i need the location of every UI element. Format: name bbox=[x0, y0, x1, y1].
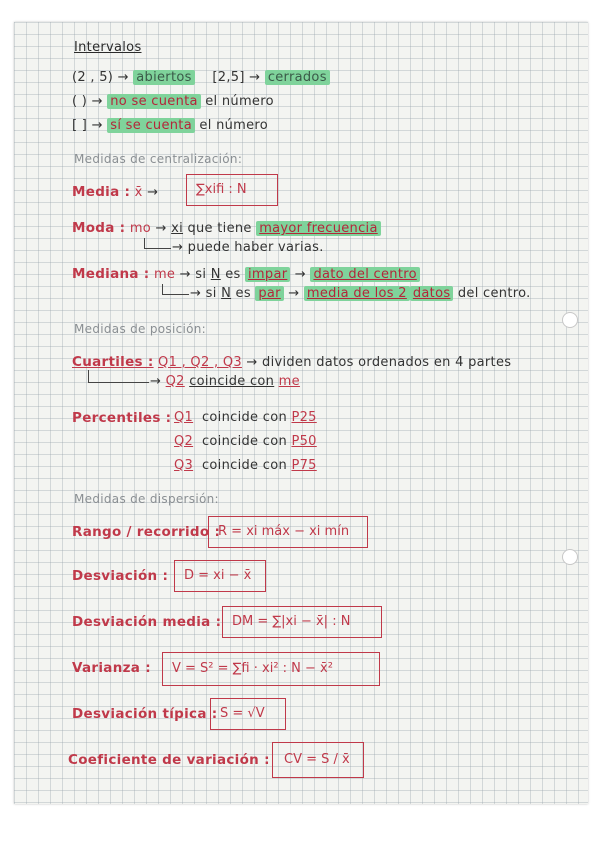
arrow-icon: → bbox=[294, 267, 306, 282]
q2-text: coincide con bbox=[189, 374, 275, 389]
varianza-label: Varianza : bbox=[72, 660, 151, 676]
mediana-par-line bbox=[190, 286, 531, 301]
punch-hole bbox=[562, 312, 578, 328]
branch-arrow bbox=[144, 238, 171, 249]
moda-label: Moda : bbox=[72, 220, 126, 236]
mediana-end: del centro. bbox=[457, 286, 531, 301]
branch-arrow bbox=[162, 284, 189, 295]
arrow-icon: → bbox=[190, 286, 202, 301]
mediana-media: media de los 2 bbox=[304, 286, 410, 301]
arrow-icon: → bbox=[179, 267, 191, 282]
notebook-page bbox=[14, 22, 588, 804]
desviacion-formula: D = xi − x̄ bbox=[184, 568, 252, 583]
mediana-symbol: me bbox=[153, 267, 176, 282]
arrow-icon: → bbox=[246, 355, 258, 370]
rango-formula: R = xi máx − xi mín bbox=[218, 524, 350, 539]
percentile-p: P25 bbox=[291, 410, 317, 425]
position-heading: Medidas de posición: bbox=[74, 322, 207, 336]
arrow-icon: → bbox=[150, 374, 162, 389]
arrow-icon: → bbox=[172, 240, 184, 255]
mediana-impar: impar bbox=[245, 267, 290, 282]
mediana-line bbox=[72, 266, 420, 282]
moda-text: que tiene bbox=[187, 221, 252, 236]
branch-arrow bbox=[88, 370, 149, 383]
q2-symbol: Q2 bbox=[165, 374, 185, 389]
mediana-es: es bbox=[235, 286, 251, 301]
arrow-icon: → bbox=[147, 185, 159, 200]
intervalos-heading: Intervalos bbox=[74, 40, 142, 55]
percentile-q: Q3 bbox=[174, 458, 194, 473]
centralization-heading: Medidas de centralización: bbox=[74, 152, 243, 166]
paren-rule bbox=[72, 94, 274, 109]
rango-label: Rango / recorrido : bbox=[72, 524, 221, 540]
moda-highlight: mayor frecuencia bbox=[256, 221, 381, 236]
cuartiles-line bbox=[72, 354, 511, 370]
bracket-symbol: [ ] bbox=[72, 118, 88, 133]
arrow-icon: → bbox=[249, 70, 261, 85]
coef-formula: CV = S / x̄ bbox=[284, 752, 350, 767]
moda-xi: xi bbox=[171, 221, 184, 236]
q2-me: me bbox=[278, 374, 300, 389]
bracket-rule bbox=[72, 118, 268, 133]
media-formula: ∑xifi : N bbox=[196, 182, 247, 197]
arrow-icon: → bbox=[155, 221, 167, 236]
open-notation: (2 , 5) bbox=[72, 70, 114, 85]
mediana-es: es bbox=[225, 267, 241, 282]
moda-line bbox=[72, 220, 381, 236]
arrow-icon: → bbox=[117, 70, 129, 85]
media-line bbox=[72, 184, 158, 200]
cuartiles-label: Cuartiles : bbox=[72, 354, 154, 370]
mediana-datos: datos bbox=[410, 286, 454, 301]
bracket-yes-text: sí se cuenta bbox=[107, 118, 195, 133]
desv-media-formula: DM = ∑|xi − x̄| : N bbox=[232, 614, 351, 629]
moda-symbol: mo bbox=[129, 221, 152, 236]
mediana-dato: dato del centro bbox=[310, 267, 419, 282]
punch-hole bbox=[562, 549, 578, 565]
percentiles-label: Percentiles : bbox=[72, 410, 172, 426]
arrow-icon: → bbox=[288, 286, 300, 301]
mediana-n: N bbox=[221, 286, 232, 301]
q2-line bbox=[150, 374, 300, 389]
percentiles-label-line bbox=[72, 410, 171, 426]
arrow-icon: → bbox=[91, 94, 103, 109]
mediana-n: N bbox=[210, 267, 221, 282]
paren-not-text: no se cuenta bbox=[107, 94, 201, 109]
mediana-si: si bbox=[205, 286, 217, 301]
tipica-formula: S = √V bbox=[220, 706, 265, 721]
varianza-formula: V = S² = ∑fi · xi² : N − x̄² bbox=[172, 661, 333, 676]
mediana-label: Mediana : bbox=[72, 266, 150, 282]
media-label: Media : bbox=[72, 184, 131, 200]
moda-sub: puede haber varias. bbox=[187, 240, 324, 255]
closed-label: cerrados bbox=[265, 70, 330, 85]
percentile-p: P50 bbox=[291, 434, 317, 449]
percentile-text: coincide con bbox=[201, 434, 288, 449]
percentile-q: Q2 bbox=[174, 434, 194, 449]
moda-sub-line bbox=[172, 240, 324, 255]
bracket-rest: el número bbox=[199, 118, 269, 133]
open-interval-line bbox=[72, 70, 330, 85]
tipica-label: Desviación típica : bbox=[72, 706, 218, 722]
arrow-icon: → bbox=[91, 118, 103, 133]
percentile-row bbox=[174, 458, 317, 473]
open-label: abiertos bbox=[133, 70, 194, 85]
mediana-si: si bbox=[195, 267, 207, 282]
mediana-par: par bbox=[255, 286, 283, 301]
percentile-q: Q1 bbox=[174, 410, 194, 425]
desviacion-label: Desviación : bbox=[72, 568, 169, 584]
closed-notation: [2,5] bbox=[212, 70, 245, 85]
paren-rest: el número bbox=[205, 94, 274, 109]
percentile-text: coincide con bbox=[201, 410, 288, 425]
percentile-row bbox=[174, 434, 317, 449]
dispersion-heading: Medidas de dispersión: bbox=[74, 492, 219, 506]
cuartiles-text: dividen datos ordenados en 4 partes bbox=[262, 355, 512, 370]
paren-symbol: ( ) bbox=[72, 94, 88, 109]
media-symbol: x̄ bbox=[134, 185, 143, 200]
percentile-p: P75 bbox=[291, 458, 317, 473]
desv-media-label: Desviación media : bbox=[72, 614, 222, 630]
coef-label: Coeficiente de variación : bbox=[68, 752, 270, 768]
cuartiles-symbols: Q1 , Q2 , Q3 bbox=[158, 355, 242, 370]
percentile-row bbox=[174, 410, 317, 425]
percentile-text: coincide con bbox=[201, 458, 288, 473]
